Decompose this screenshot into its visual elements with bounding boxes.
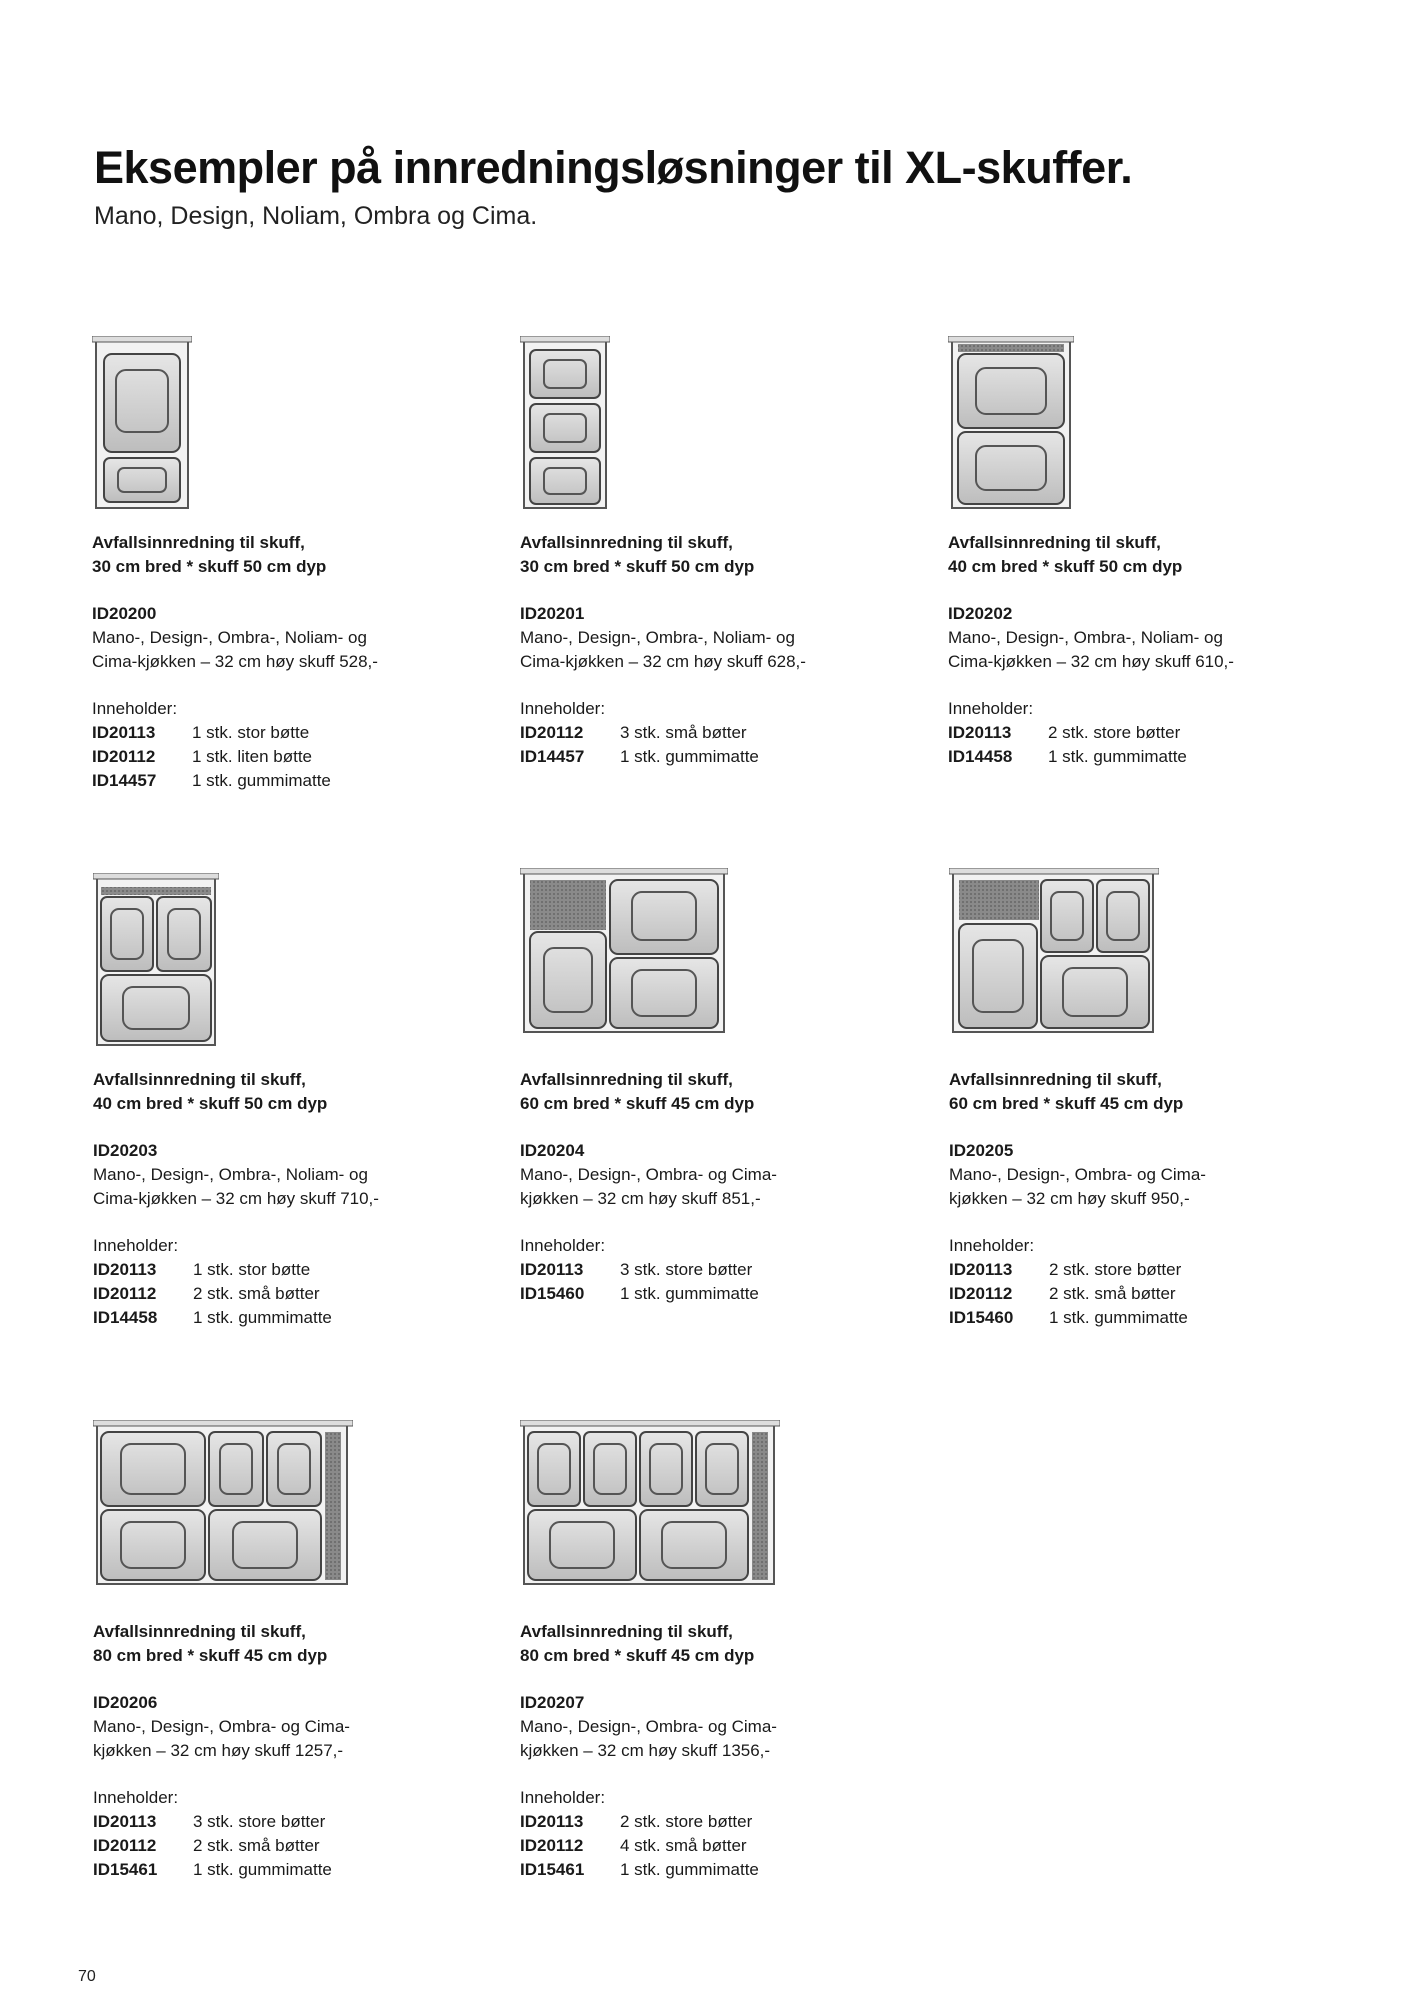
drawer-illustration <box>93 1425 473 1600</box>
contents-id: ID15460 <box>949 1308 1014 1327</box>
contents-text: 2 stk. små bøtter <box>193 1284 320 1303</box>
contents-row <box>93 1258 473 1282</box>
product-desc-line2: Cima-kjøkken – 32 cm høy skuff 528,- <box>92 652 378 671</box>
contents-row <box>520 1810 900 1834</box>
product-desc-line1: Mano-, Design-, Ombra-, Noliam- og <box>92 628 367 647</box>
product-id: ID20202 <box>948 604 1013 623</box>
product-desc-line1: Mano-, Design-, Ombra-, Noliam- og <box>520 628 795 647</box>
contents-row <box>92 721 472 745</box>
contents-row <box>92 745 472 769</box>
contents-text: 1 stk. gummimatte <box>192 771 331 790</box>
contents-row <box>520 1858 900 1882</box>
product-desc-line2: Cima-kjøkken – 32 cm høy skuff 628,- <box>520 652 806 671</box>
contents-text: 2 stk. store bøtter <box>1049 1260 1182 1279</box>
product-title-line1: Avfallsinnredning til skuff, <box>520 1622 733 1641</box>
product-card <box>520 336 900 769</box>
contents-text: 2 stk. små bøtter <box>1049 1284 1176 1303</box>
product-desc-line2: kjøkken – 32 cm høy skuff 950,- <box>949 1189 1190 1208</box>
product-title-line1: Avfallsinnredning til skuff, <box>948 533 1161 552</box>
product-card <box>93 1425 473 1882</box>
product-id: ID20201 <box>520 604 585 623</box>
contents-row <box>520 1834 900 1858</box>
product-id: ID20205 <box>949 1141 1014 1160</box>
contents-id: ID20112 <box>949 1284 1013 1303</box>
product-title-line1: Avfallsinnredning til skuff, <box>93 1622 306 1641</box>
contents-label: Inneholder: <box>949 1236 1035 1255</box>
product-title-line2: 60 cm bred * skuff 45 cm dyp <box>949 1094 1184 1113</box>
product-desc-line2: kjøkken – 32 cm høy skuff 851,- <box>520 1189 761 1208</box>
product-title-line2: 30 cm bred * skuff 50 cm dyp <box>520 557 755 576</box>
product-desc-line2: kjøkken – 32 cm høy skuff 1356,- <box>520 1741 771 1760</box>
contents-label: Inneholder: <box>520 1236 606 1255</box>
contents-row <box>93 1810 473 1834</box>
contents-row <box>949 1306 1329 1330</box>
contents-id: ID20113 <box>949 1260 1013 1279</box>
product-title-line1: Avfallsinnredning til skuff, <box>949 1070 1162 1089</box>
product-id: ID20206 <box>93 1693 158 1712</box>
contents-id: ID20112 <box>93 1836 157 1855</box>
contents-text: 1 stk. gummimatte <box>620 1860 759 1879</box>
product-title-line2: 80 cm bred * skuff 45 cm dyp <box>93 1646 328 1665</box>
contents-text: 2 stk. store bøtter <box>1048 723 1181 742</box>
contents-label: Inneholder: <box>93 1236 179 1255</box>
contents-row <box>949 1282 1329 1306</box>
contents-id: ID20112 <box>92 747 156 766</box>
page-subtitle: Mano, Design, Noliam, Ombra og Cima. <box>94 202 538 230</box>
contents-row <box>520 1258 900 1282</box>
product-title-line1: Avfallsinnredning til skuff, <box>520 533 733 552</box>
contents-id: ID15461 <box>520 1860 585 1879</box>
contents-text: 1 stk. stor bøtte <box>192 723 310 742</box>
contents-row <box>93 1306 473 1330</box>
contents-row <box>93 1858 473 1882</box>
drawer-illustration <box>520 336 900 511</box>
product-desc-line1: Mano-, Design-, Ombra- og Cima- <box>93 1717 350 1736</box>
product-desc-line2: Cima-kjøkken – 32 cm høy skuff 710,- <box>93 1189 379 1208</box>
contents-text: 1 stk. gummimatte <box>1048 747 1187 766</box>
contents-row <box>92 769 472 793</box>
contents-id: ID14458 <box>93 1308 158 1327</box>
drawer-illustration <box>92 336 472 511</box>
product-title-line2: 40 cm bred * skuff 50 cm dyp <box>93 1094 328 1113</box>
contents-label: Inneholder: <box>520 1788 606 1807</box>
contents-id: ID20113 <box>948 723 1012 742</box>
contents-id: ID20113 <box>520 1260 584 1279</box>
product-title-line2: 30 cm bred * skuff 50 cm dyp <box>92 557 327 576</box>
product-title-line1: Avfallsinnredning til skuff, <box>92 533 305 552</box>
contents-id: ID20112 <box>520 723 584 742</box>
contents-id: ID20113 <box>93 1260 157 1279</box>
product-desc-line2: kjøkken – 32 cm høy skuff 1257,- <box>93 1741 344 1760</box>
product-desc-line1: Mano-, Design-, Ombra- og Cima- <box>520 1165 777 1184</box>
page-title: Eksempler på innredningsløsninger til XL-skuffer. <box>94 142 1133 193</box>
contents-text: 1 stk. gummimatte <box>620 1284 759 1303</box>
product-id: ID20200 <box>92 604 157 623</box>
contents-row <box>520 745 900 769</box>
contents-id: ID20112 <box>93 1284 157 1303</box>
contents-id: ID20113 <box>93 1812 157 1831</box>
product-card <box>93 873 473 1330</box>
product-id: ID20203 <box>93 1141 158 1160</box>
drawer-illustration <box>520 1425 900 1600</box>
drawer-illustration <box>948 336 1328 511</box>
contents-text: 3 stk. store bøtter <box>620 1260 753 1279</box>
drawer-illustration <box>520 873 900 1048</box>
contents-id: ID14457 <box>92 771 157 790</box>
contents-label: Inneholder: <box>948 699 1034 718</box>
contents-text: 1 stk. liten bøtte <box>192 747 312 766</box>
contents-text: 1 stk. gummimatte <box>1049 1308 1188 1327</box>
contents-label: Inneholder: <box>520 699 606 718</box>
contents-id: ID20113 <box>92 723 156 742</box>
contents-id: ID20112 <box>520 1836 584 1855</box>
contents-text: 1 stk. gummimatte <box>193 1308 332 1327</box>
contents-id: ID15461 <box>93 1860 158 1879</box>
product-card <box>948 336 1328 769</box>
contents-label: Inneholder: <box>93 1788 179 1807</box>
product-card <box>520 1425 900 1882</box>
contents-row <box>948 721 1328 745</box>
product-id: ID20204 <box>520 1141 585 1160</box>
contents-row <box>520 1282 900 1306</box>
product-title-line1: Avfallsinnredning til skuff, <box>93 1070 306 1089</box>
drawer-illustration <box>93 873 473 1048</box>
product-card <box>520 873 900 1306</box>
contents-text: 1 stk. stor bøtte <box>193 1260 311 1279</box>
product-desc-line2: Cima-kjøkken – 32 cm høy skuff 610,- <box>948 652 1234 671</box>
contents-row <box>520 721 900 745</box>
product-desc-line1: Mano-, Design-, Ombra-, Noliam- og <box>93 1165 368 1184</box>
contents-row <box>948 745 1328 769</box>
drawer-illustration <box>949 873 1329 1048</box>
contents-id: ID14457 <box>520 747 585 766</box>
product-card <box>92 336 472 793</box>
contents-text: 4 stk. små bøtter <box>620 1836 747 1855</box>
contents-id: ID20113 <box>520 1812 584 1831</box>
contents-id: ID15460 <box>520 1284 585 1303</box>
product-title-line2: 40 cm bred * skuff 50 cm dyp <box>948 557 1183 576</box>
product-title-line2: 80 cm bred * skuff 45 cm dyp <box>520 1646 755 1665</box>
product-desc-line1: Mano-, Design-, Ombra-, Noliam- og <box>948 628 1223 647</box>
product-desc-line1: Mano-, Design-, Ombra- og Cima- <box>949 1165 1206 1184</box>
contents-text: 3 stk. små bøtter <box>620 723 747 742</box>
contents-text: 3 stk. store bøtter <box>193 1812 326 1831</box>
contents-text: 2 stk. små bøtter <box>193 1836 320 1855</box>
product-id: ID20207 <box>520 1693 585 1712</box>
product-desc-line1: Mano-, Design-, Ombra- og Cima- <box>520 1717 777 1736</box>
contents-text: 2 stk. store bøtter <box>620 1812 753 1831</box>
contents-row <box>93 1834 473 1858</box>
product-title-line2: 60 cm bred * skuff 45 cm dyp <box>520 1094 755 1113</box>
page-number: 70 <box>78 1968 96 1985</box>
contents-id: ID14458 <box>948 747 1013 766</box>
contents-row <box>93 1282 473 1306</box>
product-title-line1: Avfallsinnredning til skuff, <box>520 1070 733 1089</box>
contents-label: Inneholder: <box>92 699 178 718</box>
product-card <box>949 873 1329 1330</box>
contents-row <box>949 1258 1329 1282</box>
contents-text: 1 stk. gummimatte <box>620 747 759 766</box>
contents-text: 1 stk. gummimatte <box>193 1860 332 1879</box>
